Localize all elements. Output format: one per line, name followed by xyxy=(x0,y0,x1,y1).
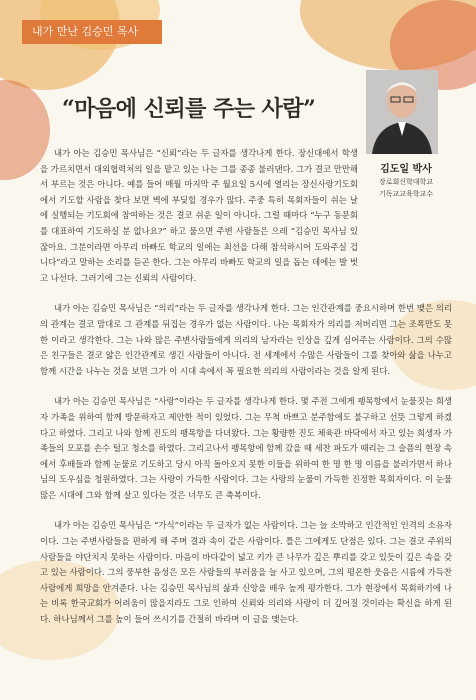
article-title: “마음에 신뢰를 주는 사람” xyxy=(62,96,316,122)
article-body xyxy=(40,146,452,628)
section-badge: 내가 만난 김승민 목사 xyxy=(22,20,162,44)
paragraph-love: 내가 아는 김승민 목사님은 “사랑”이라는 두 글자를 생각나게 한다. 몇 주전 그에게 팽목항에서 눈물짓는 희생자 가족을 위하여 함께 방문하자고 제안한 적이 있었다. 그는 무척 바쁘고 분주함에도 불구하고 선뜻 그렇게 하겠다고 하였다. 그리고 나와 함께 진도의 팽목항을 다녀왔다. 그는 황량한 진도 체육관 바닥에서 자고 있는 희생자 가족들의 모포를 손수 털고 청소를 하였다. 그리고나서 팽목항에 함께 갔을 때 세찬 파도가 때리는 그 슬픔의 현장 속에서 후배들과 함께 눈물로 기도하고 당시 아직 돌아오지 못한 이들을 위하여 한 명 한 명 이름을 불러가면서 하나님의 도우심을 청원하였다. 그는 사랑이 가득한 사람이다. 그는 사랑의 눈물이 가득한 진정한 목회자이다. 이 눈물 많은 시대에 그와 함께 살고 있다는 것은 너무도 큰 축복이다. xyxy=(40,396,452,500)
author-name: 김도일 박사 xyxy=(380,164,432,175)
paragraph-loyalty: 내가 아는 김승민 목사님은 “의리”라는 두 글자를 생각나게 한다. 그는 인간관계를 중요시하며 한번 맺은 의리의 관계는 결코 맘대로 그 관계를 뒤집는 경우가 없는 사람이다. 나는 목회자가 의리를 저버리면 그는 조폭만도 못한 이라고 생각한다. 그는 나와 많은 주변사람들에게 의리의 남자라는 인상을 깊게 심어주는 사람이다. 그의 수많은 친구들은 결코 얇은 인간관계로 생긴 사람들이 아니다. 전 세계에서 수많은 사람들이 그를 찾아와 삶을 나누고 함께 시간을 나누는 것을 보면 그가 이 시대 속에서 꼭 필요한 의리의 사람이라는 것을 알게 된다. xyxy=(40,303,452,376)
author-affiliation-2: 기독교교육학교수 xyxy=(378,190,434,198)
author-affiliation-1: 장로회신학대학교 xyxy=(378,178,434,186)
author-photo xyxy=(366,70,438,154)
paragraph-sincerity: 내가 아는 김승민 목사님은 “가식”이라는 두 글자가 없는 사람이다. 그는 늘 소박하고 인간적인 인격의 소유자이다. 그는 주변사람들을 편하게 해 주며 결과 속이 같은 사람이다. 틀은 그에게도 단점은 있다. 그는 결코 주위의 사람들을 야단치지 못하는 사람이다. 마음이 바다같이 넓고 키가 큰 나무가 깊은 뿌리를 갖고 있듯이 깊은 속을 갖고 있는 사람이다. 그의 풍부한 음성은 모든 사람들의 부러움을 늘 사고 있으며, 그의 평온한 웃음은 시름에 가득찬 사람에게 희망을 안겨준다. 나는 김승민 목사님의 삶과 신앙을 배우 높게 평가한다. 그가 현장에서 목회하기에 나는 비록 한국교회가 어려움이 많을지라도 그로 인하여 신뢰와 의리와 사랑이 더 깊어질 것이라는 확신을 하게 된다. 하나님께서 그를 높이 들어 쓰시기를 간절히 바라며 이 글을 맺는다. xyxy=(40,520,452,625)
paragraph-trust: 내가 아는 김승민 목사님은 “신뢰”라는 두 글자를 생각나게 한다. 장신대에서 학생을 가르치면서 대외협력처의 일을 맡고 있는 나는 그를 종종 불러댄다. 그가 결코 만만해서 부르는 것은 아니다. 예를 들어 매월 마지막 주 월요일 5시에 열리는 장신사랑기도회에서 기도할 사람을 찾다 보면 벽에 부딪힐 경우가 많다. 주중 특히 목회자들이 쉬는 날에 실행되는 기도회에 참여하는 것은 결코 쉬운 일이 아니다. 그럴 때마다 “누구 동문회를 대표하여 기도하실 분 없나요?” 하고 물으면 주변 사람들은 으레 “김승민 목사님 있잖아요. 그분이라면 아무리 바빠도 학교의 일에는 최선을 다해 참석하시어 도와주실 겁니다”라고 말하는 소리를 듣곤 한다. 그는 아무리 바빠도 학교의 일을 돕는 데에는 발 벗고 나선다. 그러기에 그는 신뢰의 사람이다. xyxy=(40,148,358,283)
